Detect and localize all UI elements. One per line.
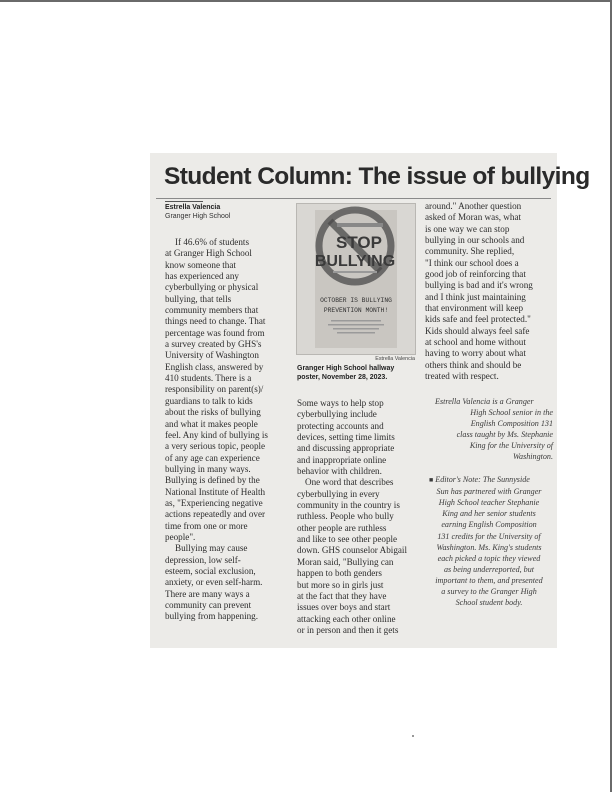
body-line: has experienced any [165, 271, 239, 282]
body-line: bullying from happening. [165, 611, 259, 622]
body-line: people". [165, 531, 196, 542]
poster-caption-line2: PREVENTION MONTH! [323, 307, 389, 314]
editors-note [425, 474, 553, 608]
body-line: depression, low self- [165, 554, 241, 565]
body-line: and like to see other people [297, 534, 398, 545]
editors-note-line [425, 474, 553, 486]
body-line: Kids should always feel safe [425, 325, 530, 336]
photo-credit: Estrella Valencia [375, 356, 415, 362]
editors-note-line: important to them, and presented [435, 575, 543, 585]
poster-caption-line1: OCTOBER IS BULLYING [320, 297, 392, 304]
body-line: happen to both genders [297, 568, 382, 579]
body-line: treated with respect. [425, 371, 499, 382]
body-line: actions repeatedly and over [165, 509, 266, 520]
bio-line: Washington. [513, 451, 553, 461]
body-line: University of Washington [165, 350, 259, 361]
bio-line: Estrella Valencia is a Granger [435, 396, 534, 406]
poster-photo [296, 203, 416, 355]
column-3 [425, 201, 553, 608]
body-line: feel. Any kind of bullying is [165, 429, 268, 440]
byline-rule [165, 201, 203, 202]
body-line: "I think our school does a [425, 257, 519, 268]
editors-note-line: Sun has partnered with Granger [436, 487, 542, 497]
body-line: cyberbullying or physical [165, 282, 259, 293]
body-line: Moran said, "Bullying can [297, 556, 394, 567]
author-bio [425, 396, 553, 463]
body-line: percentage was found from [165, 327, 265, 338]
body-line: esteem, social exclusion, [165, 565, 256, 576]
editors-note-line: a survey to the Granger High [441, 587, 537, 596]
body-line: attacking each other online [297, 613, 396, 624]
body-line: at Granger High School [165, 248, 252, 259]
body-line: a survey created by GHS's [165, 339, 262, 350]
body-line: a very serious topic, people [165, 441, 266, 452]
body-line: community in the country is [297, 500, 400, 511]
body-line: bullying in many ways. [165, 463, 251, 474]
body-line: anxiety, or even self-harm. [165, 577, 263, 588]
body-line: guardians to talk to kids [165, 395, 253, 406]
body-line: asked of Moran was, what [425, 212, 522, 223]
editors-note-line: Washington. Ms. King's students [436, 542, 542, 552]
body-line: bullying is bad and it's wrong [425, 280, 533, 291]
body-line: There are many ways a [165, 588, 250, 599]
bio-line: King for the University of [469, 440, 553, 450]
newspaper-clipping [150, 153, 590, 648]
body-line: but more so in girls just [297, 579, 384, 590]
body-line: having to worry about what [425, 348, 526, 359]
stop-bullying-poster-image [297, 204, 415, 354]
scan-speck [412, 735, 414, 737]
body-line: devices, setting time limits [297, 432, 395, 443]
editors-note-line: High School teacher Stephanie [438, 498, 540, 508]
body-line: and inappropriate online [297, 454, 387, 465]
editors-note-line: 131 credits for the University of [437, 531, 541, 541]
body-line: Some ways to help stop [297, 398, 384, 408]
body-line: and what it makes people [165, 418, 258, 429]
body-line: or in person and then it gets [297, 624, 399, 635]
editors-note-line: King and her senior students [442, 509, 536, 519]
poster-title-stop: STOP [336, 233, 382, 252]
body-line: of any age can experience [165, 452, 260, 463]
square-bullet-icon: ■ [429, 476, 434, 485]
body-line: If 46.6% of students [175, 237, 250, 247]
body-line: community. She replied, [425, 246, 515, 257]
byline-name: Estrella Valencia [165, 204, 221, 211]
editors-note-line: earning English Composition [441, 520, 537, 530]
body-line: protecting accounts and [297, 420, 384, 431]
editors-note-lead: Editor's Note: The Sunnyside [435, 475, 530, 485]
body-line: good job of reinforcing that [425, 269, 526, 280]
headline-rule [156, 198, 551, 199]
body-line: bullying in our schools and [425, 235, 525, 246]
body-line: down. GHS counselor Abigail [297, 545, 407, 556]
photo-caption-line: poster, November 28, 2023. [297, 374, 388, 381]
body-line: behavior with children. [297, 466, 382, 477]
body-line: cyberbullying in every [297, 488, 380, 499]
body-line: community can prevent [165, 600, 252, 610]
photo-caption-line: Granger High School hallway [297, 365, 395, 372]
body-line: time from one or more [165, 520, 248, 531]
bio-line: High School senior in the [470, 407, 553, 417]
bio-line: class taught by Ms. Stephanie [456, 429, 553, 439]
body-line: Bullying is defined by the [165, 475, 260, 486]
body-line: One word that describes [305, 477, 394, 488]
body-line: Bullying may cause [175, 543, 248, 554]
body-line: community members that [165, 305, 259, 316]
body-line: about the risks of bullying [165, 407, 261, 418]
column-2 [297, 398, 422, 636]
column-1 [165, 237, 293, 623]
body-line: know someone that [165, 259, 236, 270]
body-line: things need to change. That [165, 316, 266, 327]
body-line: responsibility on parent(s)/ [165, 384, 264, 395]
scan-edge-top [0, 0, 612, 2]
bio-line: English Composition 131 [470, 418, 553, 428]
body-line: and discussing appropriate [297, 443, 395, 454]
body-line: other people are ruthless [297, 522, 387, 533]
body-line: English class, answered by [165, 361, 264, 372]
editors-note-line: each picked a topic they viewed [437, 553, 541, 563]
body-line: National Institute of Health [165, 486, 266, 497]
body-line: issues over boys and start [297, 602, 391, 613]
photo-caption [297, 364, 419, 382]
body-line: kids safe and feel protected." [425, 314, 531, 325]
headline: Student Column: The issue of bullying [164, 163, 590, 190]
body-line: cyberbullying include [297, 409, 377, 420]
body-line: bullying, that tells [165, 293, 232, 304]
body-line: others think and should be [425, 359, 522, 370]
editors-note-line: as being underreported, but [443, 564, 535, 574]
body-line: at the fact that they have [297, 590, 387, 601]
body-line: ruthless. People who bully [297, 511, 394, 522]
body-line: at school and home without [425, 337, 526, 348]
body-line: 410 students. There is a [165, 373, 252, 384]
body-line: as, "Experiencing negative [165, 497, 263, 508]
body-line: is one way we can stop [425, 223, 510, 234]
editors-note-line: School student body. [455, 598, 523, 608]
body-line: around." Another question [425, 201, 522, 211]
body-line: and I think just maintaining [425, 291, 526, 302]
byline-school: Granger High School [165, 213, 231, 220]
poster-title-bullying: BULLYING [314, 253, 396, 270]
body-line: that environment will keep [425, 303, 524, 314]
